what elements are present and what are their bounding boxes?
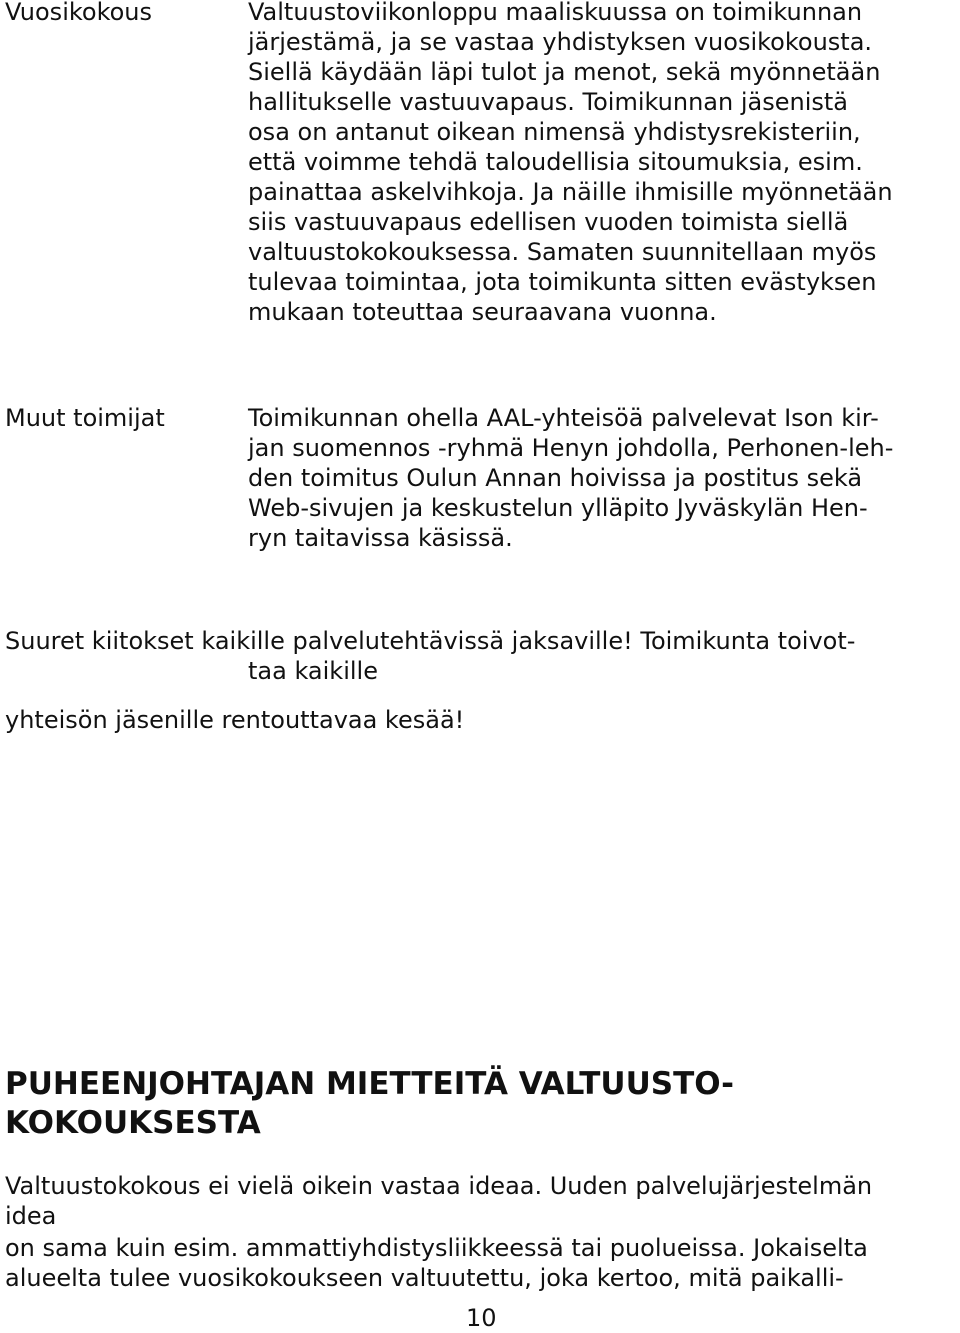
- thanks-line: taa kaikille: [248, 657, 378, 685]
- paragraph-line: den toimitus Oulun Annan hoivissa ja postitus sekä: [248, 464, 863, 492]
- paragraph-line: jan suomennos -ryhmä Henyn johdolla, Perhonen-leh-: [248, 434, 894, 462]
- paragraph-line: järjestämä, ja se vastaa yhdistyksen vuosikokousta.: [248, 28, 873, 56]
- paragraph-line: valtuustokokouksessa. Samaten suunnitellaan myös: [248, 238, 877, 266]
- paragraph-line: osa on antanut oikean nimensä yhdistysrekisteriin,: [248, 118, 861, 146]
- paragraph-line: Toimikunnan ohella AAL-yhteisöä palvelevat Ison kir-: [248, 404, 879, 432]
- term-muut-toimijat: Muut toimijat: [5, 404, 165, 432]
- paragraph-line: hallitukselle vastuuvapaus. Toimikunnan jäsenistä: [248, 88, 848, 116]
- paragraph-line: Siellä käydään läpi tulot ja menot, sekä myönnetään: [248, 58, 881, 86]
- heading-line: PUHEENJOHTAJAN MIETTEITÄ VALTUUSTO-: [5, 1066, 735, 1102]
- paragraph-line: ryn taitavissa käsissä.: [248, 524, 513, 552]
- paragraph-line: että voimme tehdä taloudellisia sitoumuksia, esim.: [248, 148, 863, 176]
- thanks-line: yhteisön jäsenille rentouttavaa kesää!: [5, 706, 465, 734]
- heading-line: KOKOUKSESTA: [5, 1105, 261, 1141]
- paragraph-line: siis vastuuvapaus edellisen vuoden toimista siellä: [248, 208, 849, 236]
- paragraph-line: on sama kuin esim. ammattiyhdistysliikkeessä tai puolueissa. Jokaiselta: [5, 1234, 868, 1262]
- paragraph-line: Valtuustokokous ei vielä oikein vastaa ideaa. Uuden palvelujärjestelmän: [5, 1172, 873, 1200]
- paragraph-line: tulevaa toimintaa, jota toimikunta sitten evästyksen: [248, 268, 877, 296]
- paragraph-line: Web-sivujen ja keskustelun ylläpito Jyväskylän Hen-: [248, 494, 868, 522]
- page-number: 10: [466, 1304, 497, 1332]
- term-vuosikokous: Vuosikokous: [5, 0, 153, 26]
- paragraph-line: painattaa askelvihkoja. Ja näille ihmisille myönnetään: [248, 178, 893, 206]
- paragraph-line: Valtuustoviikonloppu maaliskuussa on toimikunnan: [248, 0, 863, 26]
- paragraph-line: alueelta tulee vuosikokoukseen valtuutettu, joka kertoo, mitä paikalli-: [5, 1264, 844, 1292]
- paragraph-line: mukaan toteuttaa seuraavana vuonna.: [248, 298, 717, 326]
- paragraph-line: idea: [5, 1202, 57, 1230]
- thanks-line: Suuret kiitokset kaikille palvelutehtävissä jaksaville! Toimikunta toivot-: [5, 627, 856, 655]
